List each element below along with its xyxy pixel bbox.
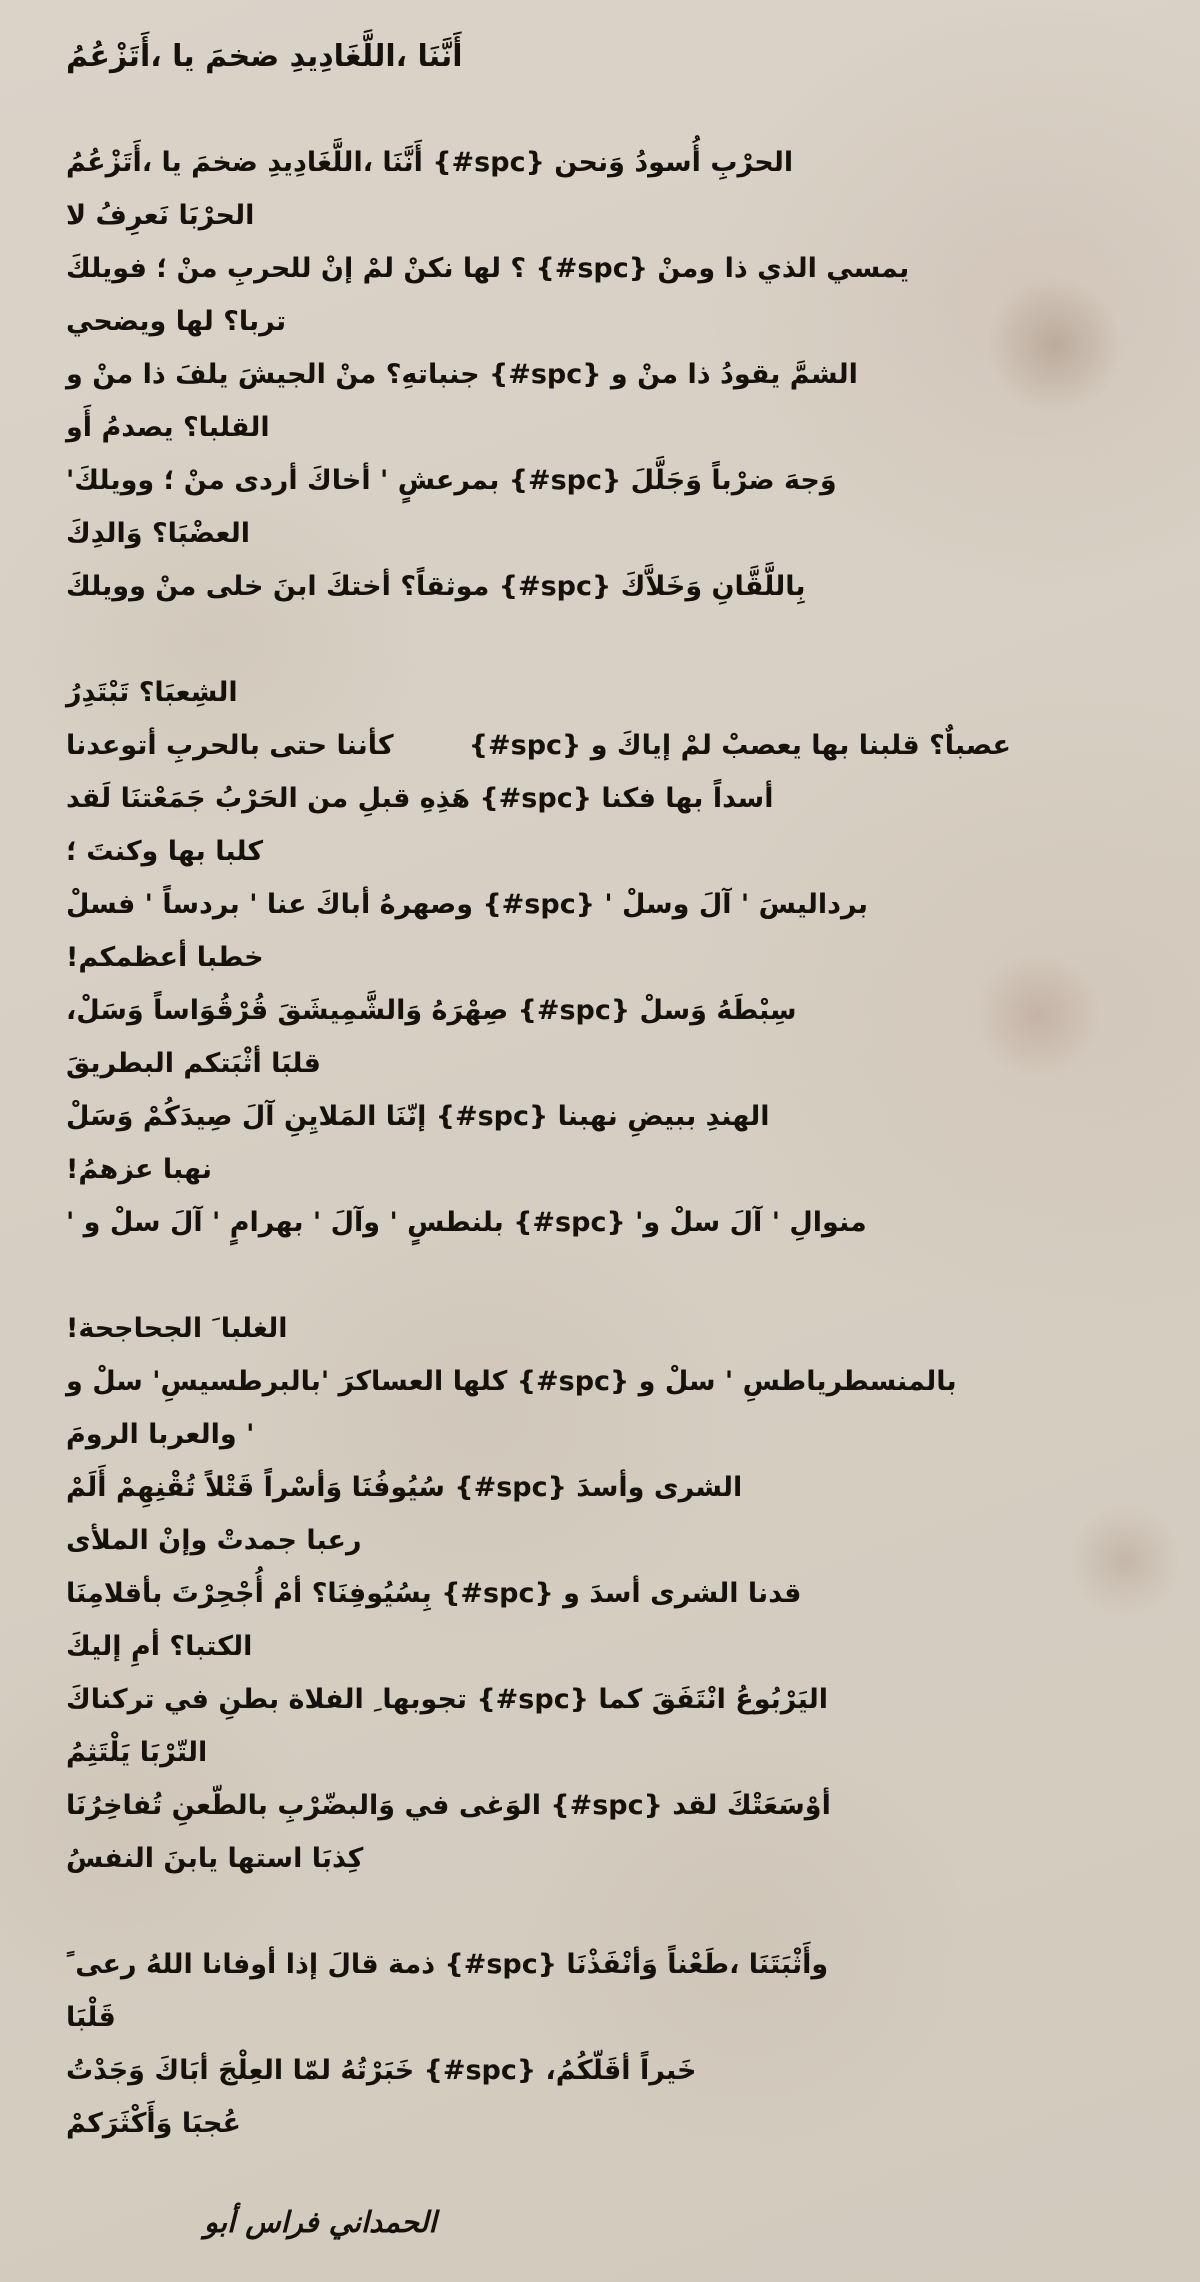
poem-line: ‎'وويلكَ ‎؛ ‎منْ ‎أردى ‎أخاكَ ‎' ‎بمرعشٍ ‎{#spc} ‎وَجَلَّلَ ‎ضرْباً ‎وَجهَ (66, 465, 837, 496)
poem-line: ‎!أعظمكم ‎خطبا (66, 942, 264, 973)
poem-line: ‎وَأَكْثَرَكمْ ‎عُجبَا (66, 2108, 241, 2139)
poem-line: ‎وويلكَ ‎منْ ‎خلى ‎ابنَ ‎أختكَ ‎موثقاً؟ ‎{#spc} ‎وَخَلاَّكَ ‎بِاللَّقَّانِ (66, 571, 806, 602)
poem-line: ‎وَسَلْ ‎صِيدَكُمْ ‎آلَ ‎المَلايِنِ ‎إنّنَا ‎{#spc} ‎نهبنا ‎ببيضِ ‎الهندِ (66, 1101, 770, 1132)
poem-line: ‎وَجَدْتُ ‎أبَاكَ ‎العِلْجَ ‎لمّا ‎خَبَرْتُهُ ‎{#spc} ‎،أقَلّكُمُ ‎خَيراً (66, 2055, 697, 2086)
poem-title: ‎أَتَزْعُمُ، ‎يا ‎ضخمَ ‎اللَّغَادِيدِ، ‎أَنَّنَا (66, 39, 463, 74)
poem-line: ‎بأقلامِنَا ‎أُجْحِرْتَ ‎أمْ ‎بِسُيُوفِنَا؟ ‎{#spc} ‎و ‎أسدَ ‎الشرى ‎قدنا (66, 1578, 802, 1609)
poem-line: ‎أَو ‎يصدمُ ‎القلبا؟ (66, 412, 270, 443)
poem-line: ‎النفسُ ‎يابنَ ‎استها ‎كِذبَا (66, 1843, 364, 1874)
poem-line: ‎يَلْتَثِمُ ‎التّرْبَا (66, 1737, 208, 1768)
poem-line: ‎لَقد ‎جَمَعْتنَا ‎الحَرْبُ ‎من ‎قبلِ ‎هَذِهِ ‎{#spc} ‎فكنا ‎بها ‎أسداً (66, 783, 774, 814)
poem-line: ‎و ‎سلْ ‎'بالبرطسيسِ' ‎العساكرَ ‎كلها ‎{#spc} ‎و ‎سلْ ‎' ‎بالمنسطرياطسِ (66, 1366, 957, 1397)
poem-line: ‎تُفاخِرُنَا ‎بالطّعنِ ‎وَالبضّرْبِ ‎في ‎الوَغى ‎{#spc} ‎لقد ‎أوْسَعَتْكَ (66, 1790, 831, 1821)
poem-stanza (66, 136, 1140, 613)
poem-line: ‎ويضحي ‎لها ‎تربا؟ (66, 306, 287, 337)
poem-line: ‎ً ‎رعى ‎اللهُ ‎أوفانا ‎إذا ‎قالَ ‎ذمة ‎{#spc} ‎وَأنْفَذْنَا ‎طَعْناً، ‎وأَثْبَتَنَا (66, 1949, 829, 1980)
poem-line: ‎قَلْبَا (66, 2002, 116, 2033)
poem-line: ‎أتوعدنا ‎بالحربِ ‎حتى ‎كأننا ‎ ‎ ‎ ‎ ‎ ‎ ‎ ‎{#spc} ‎و ‎إياكَ ‎لمْ ‎يعصبْ ‎بها ‎قلبنا ‎عصباٌ؟ (66, 730, 1011, 761)
poem-line: ‎البطريقَ ‎أثْبَتكم ‎قلبَا (66, 1048, 321, 1079)
poem-stanza (66, 666, 1140, 1249)
poem-line: ‎تَبْتَدِرُ ‎الشِعبَا؟ (66, 677, 238, 708)
poem-stanza (66, 1302, 1140, 1885)
poem-line: ‎؛ ‎وكنتَ ‎بها ‎كلبا (66, 836, 264, 867)
poem-line: ‎تركناكَ ‎في ‎بطنِ ‎الفلاة ‎ِ ‎تجوبها ‎{#spc} ‎كما ‎انْتَفَقَ ‎اليَرْبُوعُ (66, 1684, 829, 1715)
poem-line: ‎الملأى ‎وإنْ ‎جمدتْ ‎رعبا (66, 1525, 362, 1556)
poem-line: ‎' ‎و ‎سلْ ‎آلَ ‎' ‎بهرامٍ ‎' ‎وآلَ ‎' ‎بلنطسٍ ‎{#spc} ‎'و ‎سلْ ‎آلَ ‎' ‎منوالِ (66, 1207, 867, 1238)
poem-body (66, 136, 1140, 2150)
poem-line: ‎أَتَزْعُمُ، ‎يا ‎ضخمَ ‎اللَّغَادِيدِ، ‎أَنَّنَا ‎{#spc} ‎وَنحن ‎أُسودُ ‎الحرْبِ (66, 147, 794, 178)
poet-signature: ‎أبو ‎فراس ‎الحمداني (204, 2205, 437, 2239)
poem-stanza (66, 1938, 1140, 2150)
poem-line: ‎،وَسَلْ ‎قُرْقُوَاساً ‎وَالشَّمِيشَقَ ‎صِهْرَهُ ‎{#spc} ‎وَسلْ ‎سِبْطَهُ (66, 995, 797, 1026)
poem-line: ‎!عزهمُ ‎نهبا (66, 1154, 212, 1185)
poem-line: ‎فويلكَ ‎؛ ‎منْ ‎للحربِ ‎إنْ ‎لمْ ‎نكنْ ‎لها ‎؟ ‎{#spc} ‎ومنْ ‎ذا ‎الذي ‎يمسي (66, 253, 910, 284)
poem-line: ‎إليكَ ‎أمِ ‎الكتبا؟ (66, 1631, 253, 1662)
poem-line: ‎!الجحاجحة ‎َ ‎الغلبا (66, 1313, 288, 1344)
poem-line: ‎فسلْ ‎' ‎بردساً ‎' ‎عنا ‎أباكَ ‎وصهرهُ ‎{#spc} ‎' ‎وسلْ ‎آلَ ‎' ‎برداليسَ (66, 889, 868, 920)
poem-line: ‎و ‎منْ ‎ذا ‎يلفَ ‎الجيشَ ‎منْ ‎جنباتهِ؟ ‎{#spc} ‎و ‎منْ ‎ذا ‎يقودُ ‎الشمَّ (66, 359, 858, 390)
poem-line: ‎الرومَ ‎والعربا ‎' (66, 1419, 255, 1450)
poem-line: ‎وَالدِكَ ‎العضْبَا؟ (66, 518, 250, 549)
poem-line: ‎أَلَمْ ‎تُقْنِهِمْ ‎قَتْلاً ‎وَأسْراً ‎سُيُوفُنَا ‎{#spc} ‎وأسدَ ‎الشرى (66, 1472, 743, 1503)
poem-line: ‎لا ‎نَعرِفُ ‎الحرْبَا (66, 200, 255, 231)
